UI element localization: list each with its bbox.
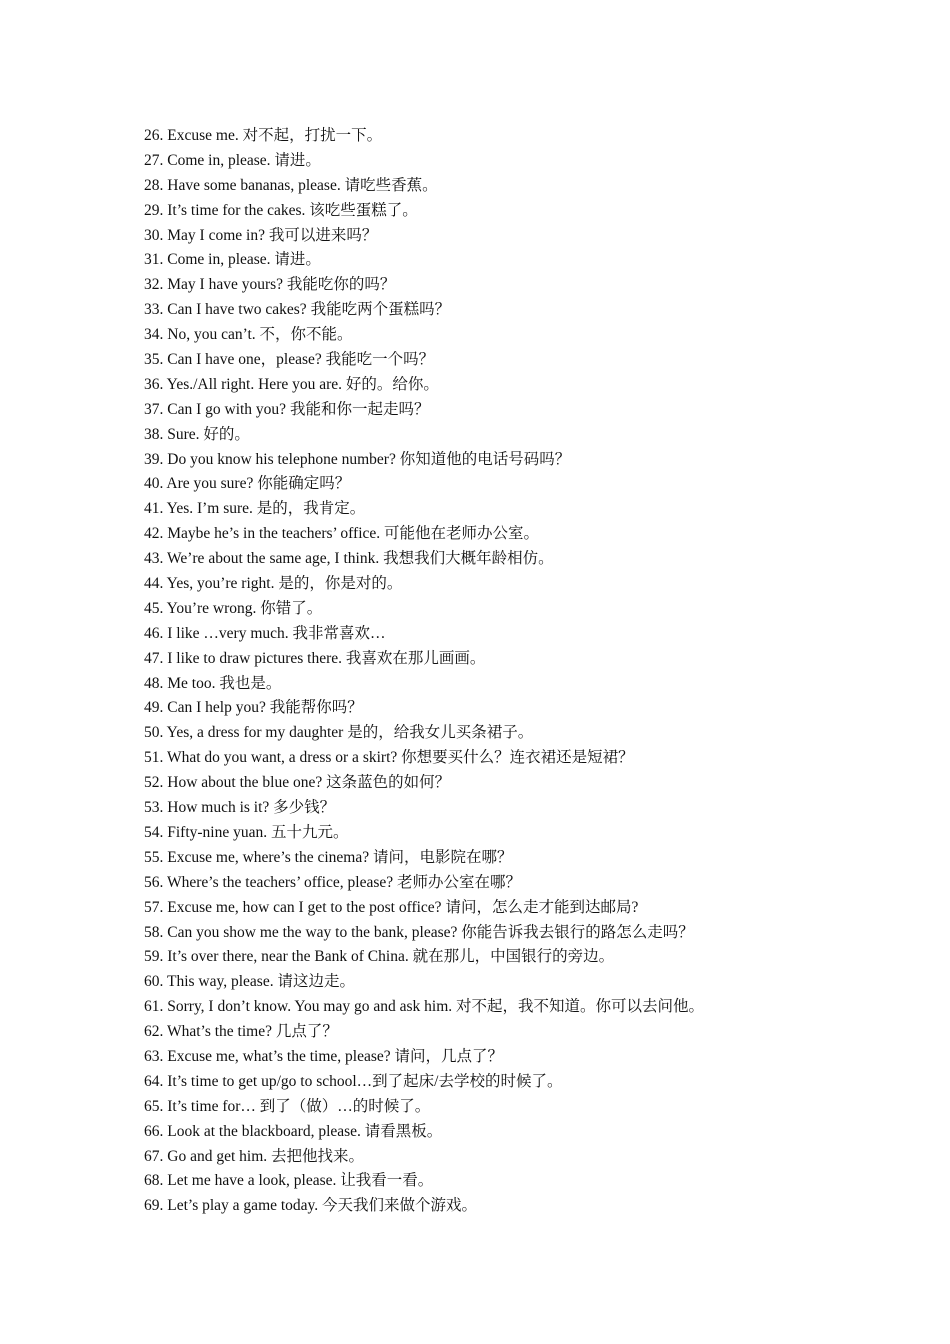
phrase-line: 53. How much is it? 多少钱？ <box>144 799 336 817</box>
phrase-line: 37. Can I go with you? 我能和你一起走吗？ <box>144 400 430 418</box>
phrase-line: 44. Yes, you’re right. 是的，你是对的。 <box>144 575 403 593</box>
phrase-line: 61. Sorry, I don’t know. You may go and ask him. 对不起，我不知道。你可以去问他。 <box>144 998 705 1016</box>
phrase-line: 40. Are you sure? 你能确定吗？ <box>144 475 351 493</box>
phrase-line: 69. Let’s play a game today. 今天我们来做个游戏。 <box>144 1197 478 1215</box>
phrase-line: 47. I like to draw pictures there. 我喜欢在那儿画画。 <box>144 649 486 667</box>
phrase-line: 55. Excuse me, where’s the cinema? 请问，电影院在哪？ <box>144 848 513 866</box>
phrase-line: 39. Do you know his telephone number? 你知道他的电话号码吗？ <box>144 450 571 468</box>
phrase-line: 43. We’re about the same age, I think. 我想我们大概年龄相仿。 <box>144 550 554 568</box>
phrase-line: 66. Look at the blackboard, please. 请看黑板。 <box>144 1122 443 1140</box>
phrase-line: 52. How about the blue one? 这条蓝色的如何？ <box>144 774 451 792</box>
phrase-line: 42. Maybe he’s in the teachers’ office. 可能他在老师办公室。 <box>144 525 540 543</box>
phrase-line: 54. Fifty-nine yuan. 五十九元。 <box>144 823 349 841</box>
phrase-line: 60. This way, please. 请这边走。 <box>144 973 355 991</box>
phrase-line: 56. Where’s the teachers’ office, please? 老师办公室在哪？ <box>144 873 522 891</box>
phrase-line: 28. Have some bananas, please. 请吃些香蕉。 <box>144 176 438 194</box>
phrase-line: 50. Yes, a dress for my daughter 是的，给我女儿买条裙子。 <box>144 724 534 742</box>
phrase-line: 26. Excuse me. 对不起，打扰一下。 <box>144 127 383 144</box>
phrase-line: 67. Go and get him. 去把他找来。 <box>144 1147 364 1165</box>
phrase-line: 57. Excuse me, how can I get to the post office? 请问，怎么走才能到达邮局? <box>144 898 639 916</box>
phrase-list <box>144 124 704 1219</box>
phrase-line: 41. Yes. I’m sure. 是的，我肯定。 <box>144 500 366 518</box>
phrase-line: 64. It’s time to get up/go to school…到了起床/去学校的时候了。 <box>144 1072 563 1090</box>
phrase-line: 59. It’s over there, near the Bank of China. 就在那儿，中国银行的旁边。 <box>144 948 615 966</box>
phrase-line: 68. Let me have a look, please. 让我看一看。 <box>144 1172 434 1190</box>
phrase-line: 31. Come in, please. 请进。 <box>144 251 321 269</box>
phrase-line: 63. Excuse me, what’s the time, please? 请问，几点了？ <box>144 1047 504 1065</box>
phrase-line: 65. It’s time for… 到了（做）…的时候了。 <box>144 1097 431 1115</box>
phrase-line: 49. Can I help you? 我能帮你吗？ <box>144 699 363 717</box>
phrase-line: 29. It’s time for the cakes. 该吃些蛋糕了。 <box>144 201 418 219</box>
phrase-line: 32. May I have yours? 我能吃你的吗？ <box>144 276 396 294</box>
phrase-line: 62. What’s the time? 几点了？ <box>144 1023 338 1041</box>
phrase-line: 51. What do you want, a dress or a skirt? 你想要买什么？连衣裙还是短裙？ <box>144 749 634 767</box>
phrase-line: 33. Can I have two cakes? 我能吃两个蛋糕吗？ <box>144 301 451 319</box>
phrase-line: 36. Yes./All right. Here you are. 好的。给你。 <box>144 375 439 393</box>
phrase-line: 27. Come in, please. 请进。 <box>144 151 321 169</box>
phrase-line: 30. May I come in? 我可以进来吗？ <box>144 226 378 244</box>
phrase-line: 46. I like …very much. 我非常喜欢… <box>144 624 386 642</box>
phrase-line: 48. Me too. 我也是。 <box>144 674 282 692</box>
phrase-line: 58. Can you show me the way to the bank, please? 你能告诉我去银行的路怎么走吗？ <box>144 923 694 941</box>
phrase-line: 34. No, you can’t. 不，你不能。 <box>144 326 353 344</box>
phrase-line: 38. Sure. 好的。 <box>144 425 250 443</box>
phrase-line: 35. Can I have one，please? 我能吃一个吗？ <box>144 351 435 369</box>
phrase-line: 45. You’re wrong. 你错了。 <box>144 599 323 617</box>
